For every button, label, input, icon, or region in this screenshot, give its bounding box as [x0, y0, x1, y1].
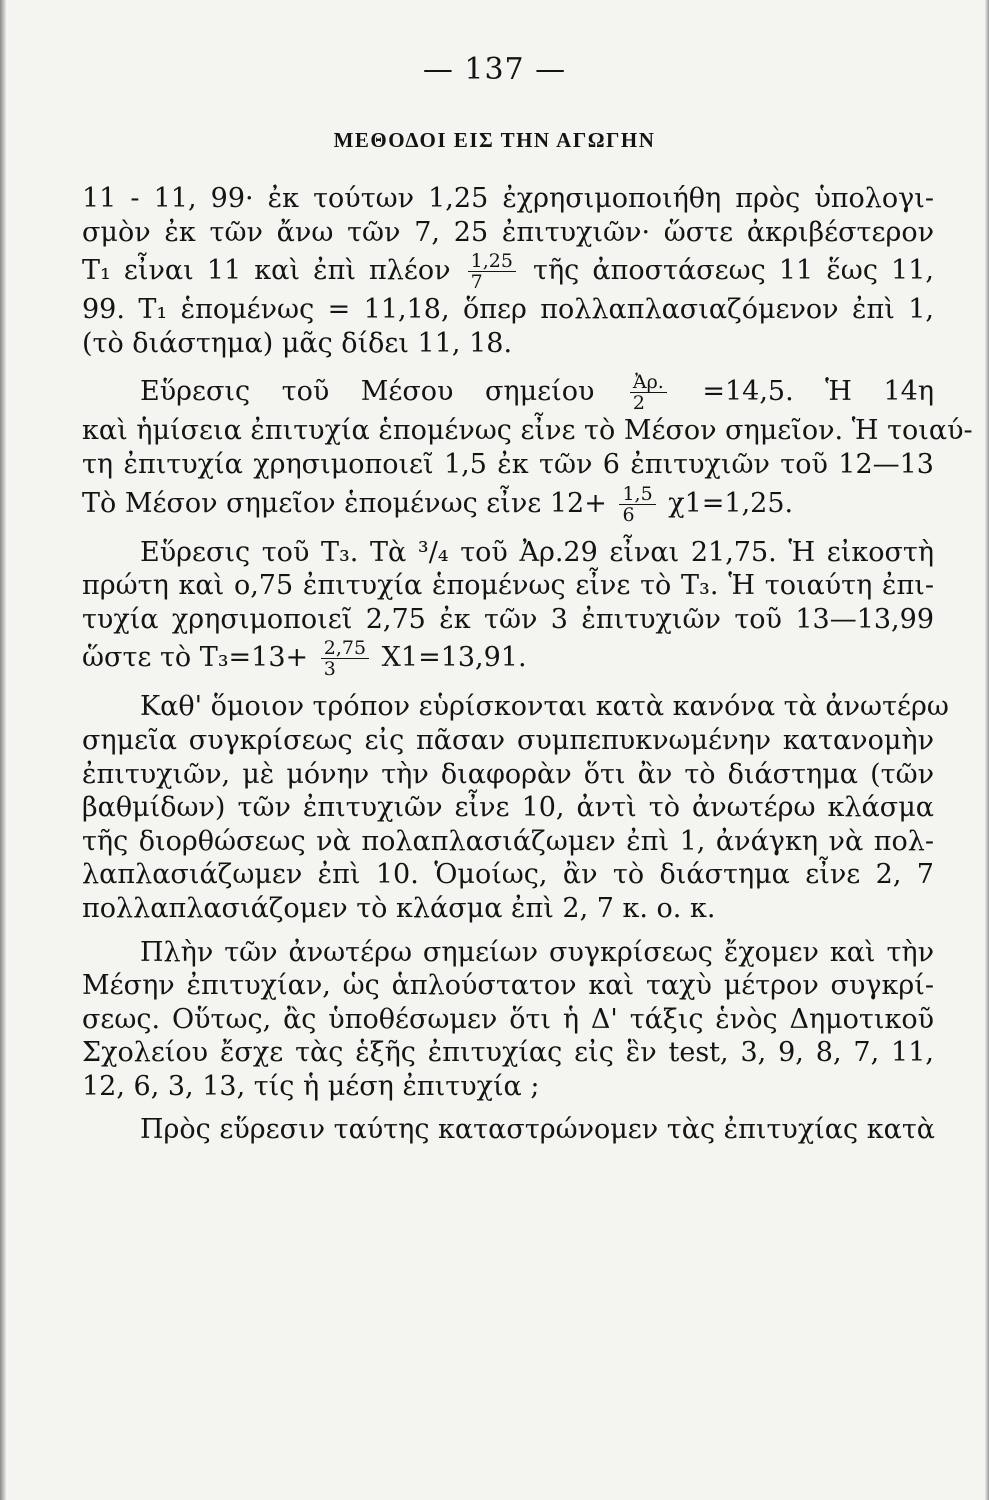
text-line: 11 - 11, 99· ἐκ τούτων 1,25 ἐχρησιμοποιήθη πρὸς ὑπολογι- [82, 183, 934, 214]
running-head: ΜΕΘΟΔΟΙ ΕΙΣ ΤΗΝ ΑΓΩΓΗΝ [333, 128, 656, 152]
text-line: σεως. Οὕτως, ἂς ὑποθέσωμεν ὅτι ἡ Δ' τάξις ἑνὸς Δημοτικοῦ [82, 1003, 934, 1035]
body-text [82, 182, 973, 1147]
fraction-denominator: 3 [323, 658, 336, 681]
fraction [619, 484, 655, 525]
text-segment: =14,5. Ἡ 14η [702, 376, 934, 408]
text-line-with-fraction [82, 636, 934, 680]
text-segment: X1=13,91. [381, 642, 527, 674]
text-line: τυχία χρησιμοποιεῖ 2,75 ἐκ τῶν 3 ἐπιτυχιῶν τοῦ 13—13,99 [82, 603, 934, 635]
fraction [321, 638, 369, 679]
text-line: σμὸν ἐκ τῶν ἄνω τῶν 7, 25 ἐπιτυχιῶν· ὥστε ἀκριβέστερον [82, 216, 934, 248]
text-segment: Εὕρεσις τοῦ Μέσου σημείου [140, 376, 595, 408]
page-left-edge [0, 0, 6, 1500]
fraction-denominator: 7 [470, 271, 483, 294]
text-line: Μέσην ἐπιτυχίαν, ὡς ἁπλούστατον καὶ ταχὺ μέτρον συγκρί- [82, 970, 934, 1002]
fraction [468, 251, 516, 292]
fraction-numerator: 1,25 [468, 251, 516, 272]
text-line: ἐπιτυχιῶν, μὲ μόνην τὴν διαφορὰν ὅτι ἂν τὸ διάστημα (τῶν [82, 758, 934, 790]
text-line-with-fraction [82, 370, 934, 414]
text-line: σημεῖα συγκρίσεως εἰς πᾶσαν συμπεπυκνωμένην κατανομὴν [82, 724, 934, 756]
text-line: τῆς διορθώσεως νὰ πολαπλασιάζωμεν ἐπὶ 1, ἀνάγκη νὰ πολ- [82, 825, 934, 857]
text-segment: τῆς ἀποστάσεως 11 ἕως 11, [533, 255, 934, 287]
text-segment: Τὸ Μέσον σημεῖον ἑπομένως εἶνε 12+ [82, 487, 607, 519]
text-segment: ὥστε τὸ T₃=13+ [82, 642, 309, 674]
text-line: τη ἐπιτυχία χρησιμοποιεῖ 1,5 ἐκ τῶν 6 ἐπιτυχιῶν τοῦ 12—13 [82, 448, 934, 480]
text-segment: χ1=1,25. [668, 487, 794, 519]
fraction-denominator: 6 [622, 503, 635, 526]
page-right-edge [985, 0, 989, 1500]
text-line: (τὸ διάστημα) μᾶς δίδει 11, 18. [82, 327, 513, 359]
text-line: λαπλασιάζωμεν ἐπὶ 10. Ὁμοίως, ἂν τὸ διάστημα εἶνε 2, 7 [82, 859, 934, 891]
text-line: πολλαπλασιάζομεν τὸ κλάσμα ἐπὶ 2, 7 κ. ο. κ. [82, 892, 716, 924]
text-line-with-fraction [82, 249, 934, 293]
fraction [630, 372, 667, 413]
text-line: πρώτη καὶ ο,75 ἐπιτυχία ἑπομένως εἶνε τὸ T₃. Ἡ τοιαύτη ἐπι- [82, 570, 934, 602]
page-number: — 137 — [422, 52, 567, 87]
fraction-numerator: 2,75 [321, 638, 369, 659]
text-line: 99. T₁ ἑπομένως = 11,18, ὅπερ πολλαπλασιαζόμενον ἐπὶ 1, [82, 294, 934, 326]
text-line: βαθμίδων) τῶν ἐπιτυχιῶν εἶνε 10, ἀντὶ τὸ ἀνωτέρω κλάσμα [82, 792, 934, 824]
text-segment: T₁ εἶναι 11 καὶ ἐπὶ πλέον [82, 255, 451, 287]
text-line: 12, 6, 3, 13, τίς ἡ μέση ἐπιτυχία ; [82, 1070, 540, 1102]
text-line: Πρὸς εὕρεσιν ταύτης καταστρώνομεν τὰς ἐπιτυχίας κατὰ [140, 1114, 935, 1146]
text-line: Καθ' ὅμοιον τρόπον εὑρίσκονται κατὰ κανόνα τὰ ἀνωτέρω [140, 691, 949, 723]
fraction-numerator: Ἀρ. [630, 372, 667, 393]
fraction-denominator: 2 [632, 392, 645, 415]
text-line: Πλὴν τῶν ἀνωτέρω σημείων συγκρίσεως ἔχομεν καὶ τὴν [140, 936, 934, 968]
text-line: Εὕρεσις τοῦ T₃. Τὰ ³/₄ τοῦ Ἀρ.29 εἶναι 21,75. Ἡ εἰκοστὴ [140, 536, 934, 568]
text-line-with-fraction [82, 482, 934, 526]
text-line: Σχολείου ἔσχε τὰς ἑξῆς ἐπιτυχίας εἰς ἓν test, 3, 9, 8, 7, 11, [82, 1037, 934, 1069]
fraction-numerator: 1,5 [619, 484, 655, 505]
text-line: καὶ ἡμίσεια ἐπιτυχία ἑπομένως εἶνε τὸ Μέσον σημεῖον. Ἡ τοιαύ- [82, 415, 973, 447]
